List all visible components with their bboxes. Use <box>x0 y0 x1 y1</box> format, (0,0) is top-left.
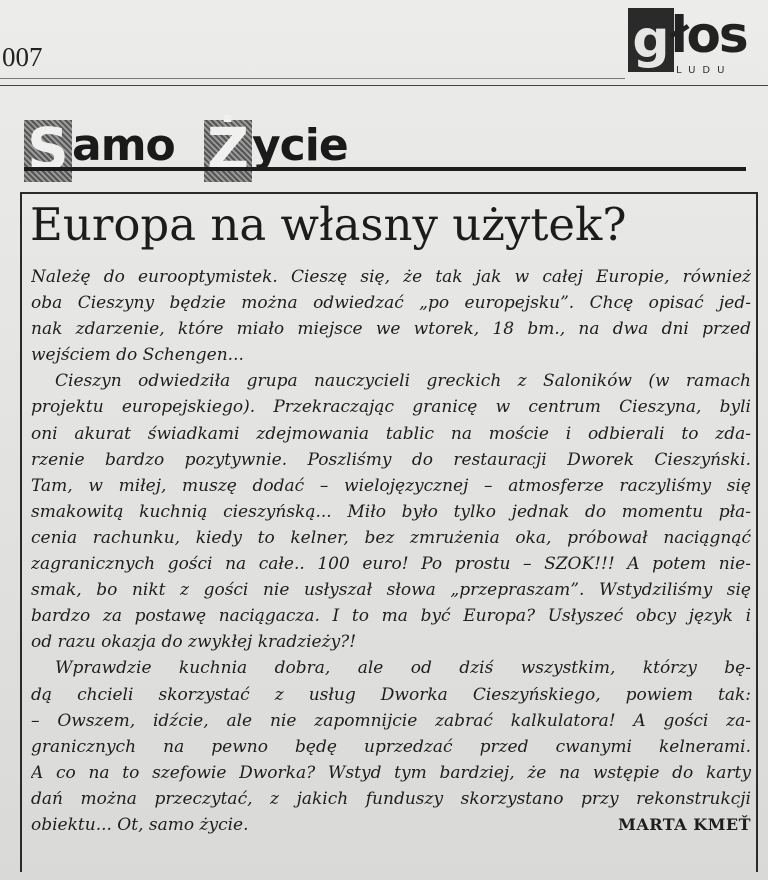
body-line: oba Cieszyny będzie można odwiedzać „po europejsku”. Chcę opisać jed- <box>31 293 751 314</box>
section-initial-z <box>204 115 252 183</box>
body-line: smak, bo nikt z gości nie usłyszał słowa „przepraszam”. Wstydziliśmy się <box>31 580 751 601</box>
body-line: zagranicznych gości na całe.. 100 euro! Po prostu – SZOK!!! A potem nie- <box>31 554 751 575</box>
newspaper-logo <box>628 8 758 80</box>
body-line: Tam, w miłej, muszę dodać – wielojęzycznej – atmosferze raczyliśmy się <box>31 475 751 496</box>
section-initial-s-letter: S <box>27 115 69 183</box>
body-line: Cieszyn odwiedziła grupa nauczycieli greckich z Saloników (w ramach <box>55 371 751 392</box>
section-heading <box>24 115 724 183</box>
body-line: Należę do eurooptymistek. Cieszę się, że tak jak w całej Europie, również <box>31 267 751 287</box>
logo-letter: g <box>632 10 670 70</box>
body-line: – Owszem, idźcie, ale nie zapomnijcie zabrać kalkulatora! A gości za- <box>31 710 751 731</box>
body-line: smakowitą kuchnią cieszyńską... Miło było tylko jednak do momentu pła- <box>31 501 751 522</box>
body-line: nak zdarzenie, które miało miejsce we wtorek, 18 bm., na dwa dni przed <box>31 319 751 340</box>
logo-letter-block <box>628 8 674 72</box>
page-number: 007 <box>2 42 43 72</box>
body-line: projektu europejskiego). Przekraczając granicę w centrum Cieszyna, byli <box>31 397 751 418</box>
body-line: granicznych na pewno będę uprzedzać przed cwanymi kelnerami. <box>31 736 751 757</box>
body-line: oni akurat świadkami zdejmowania tablic na moście i odbierali to zda- <box>31 423 751 444</box>
article-headline: Europa na własny użytek? <box>30 198 627 251</box>
section-initial-z-letter: Ż <box>206 115 250 183</box>
logo-subtitle: LUDU <box>676 65 732 76</box>
body-line: dań można przeczytać, z jakich funduszy skorzystano przy rekonstrukcji <box>31 788 751 809</box>
article-body <box>31 264 751 838</box>
body-line: rzenie bardzo pozytywnie. Poszliśmy do restauracji Dworek Cieszyński. <box>31 449 751 470</box>
body-line: A co na to szefowie Dworka? Wstyd tym bardziej, że na wstępie do karty <box>31 762 751 783</box>
header-rule <box>0 85 768 86</box>
author-signature: MARTA KMEŤ <box>618 814 751 834</box>
section-initial-s <box>24 115 72 183</box>
section-rule <box>24 167 746 171</box>
body-line: Wprawdzie kuchnia dobra, ale od dziś wszystkim, którzy bę- <box>55 658 751 679</box>
logo-wordmark: łos <box>670 6 747 64</box>
body-line: obiektu... Ot, samo życie. <box>31 814 249 835</box>
body-line: cenia rachunku, kiedy to kelner, bez zmrużenia oka, próbował naciągnąć <box>31 527 751 548</box>
section-word-1-rest: amo <box>72 120 175 171</box>
body-line: od razu okazja do zwykłej kradzieży?! <box>31 632 357 653</box>
body-line-last <box>31 812 751 838</box>
section-word-2-rest: ycie <box>252 120 348 171</box>
body-line: dą chcieli skorzystać z usług Dworka Cieszyńskiego, powiem tak: <box>31 684 751 705</box>
body-line: wejściem do Schengen... <box>31 345 244 366</box>
header-rule-thin <box>0 78 625 79</box>
body-line: bardzo za postawę naciągacza. I to ma być Europa? Usłyszeć obcy język i <box>31 606 751 627</box>
